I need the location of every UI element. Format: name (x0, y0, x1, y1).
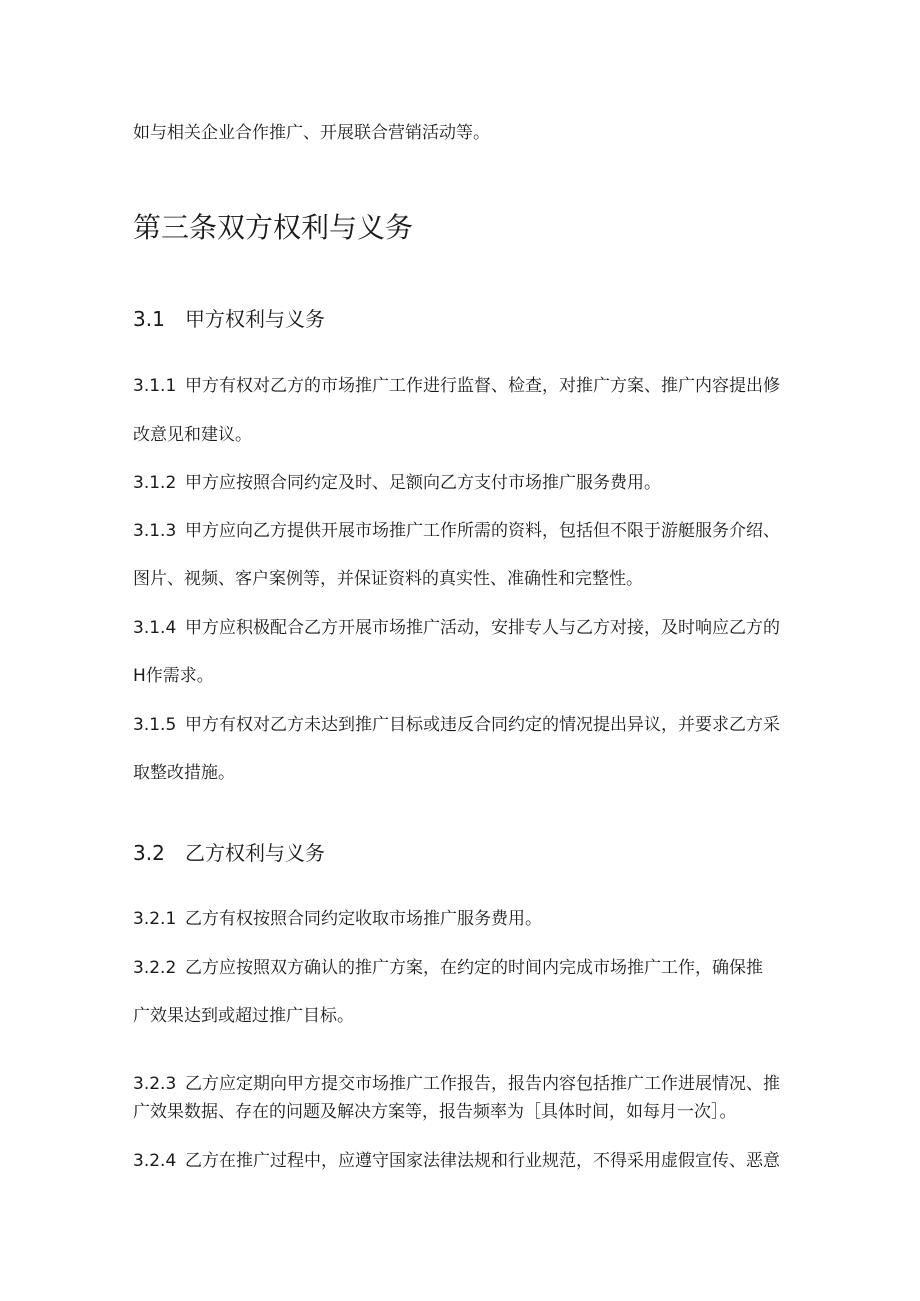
section-title: 乙方权利与义务 (185, 841, 325, 865)
section-title: 甲方权利与义务 (185, 307, 325, 331)
clause-number: 3.2.1 (133, 909, 177, 929)
clause-3-1-3-continuation: 图片、视频、客户案例等，并保证资料的真实性、准确性和完整性。 (133, 569, 643, 589)
clause-3-2-3 (133, 1073, 780, 1095)
clause-text: 乙方应定期向甲方提交市场推广工作报告，报告内容包括推广工作进展情况、推 (185, 1074, 780, 1094)
clause-text: 甲方应积极配合乙方开展市场推广活动，安排专人与乙方对接，及时响应乙方的 (185, 618, 780, 638)
clause-number: 3.1.1 (133, 376, 177, 396)
clause-text: 乙方有权按照合同约定收取市场推广服务费用。 (185, 909, 542, 929)
section-number: 3.1 (133, 307, 165, 331)
clause-number: 3.1.4 (133, 618, 177, 638)
clause-number: 3.2.4 (133, 1151, 177, 1171)
clause-text: 乙方应按照双方确认的推广方案，在约定的时间内完成市场推广工作，确保推 (185, 958, 763, 978)
clause-3-1-5 (133, 714, 780, 736)
clause-number: 3.1.5 (133, 715, 177, 735)
clause-3-1-3 (133, 520, 780, 542)
clause-text: 乙方在推广过程中，应遵守国家法律法规和行业规范，不得采用虚假宣传、恶意 (185, 1151, 780, 1171)
clause-3-1-5-continuation: 取整改措施。 (133, 763, 235, 783)
section-number: 3.2 (133, 841, 165, 865)
clause-3-2-3-continuation: 广效果数据、存在的问题及解决方案等，报告频率为［具体时间，如每月一次］。 (133, 1102, 737, 1122)
clause-text: 甲方应向乙方提供开展市场推广工作所需的资料，包括但不限于游艇服务介绍、 (185, 521, 780, 541)
clause-3-2-4 (133, 1150, 780, 1172)
section-3-1-heading (133, 306, 325, 332)
clause-text: 甲方有权对乙方未达到推广目标或违反合同约定的情况提出异议，并要求乙方采 (185, 715, 780, 735)
clause-3-2-2 (133, 957, 763, 979)
clause-number: 3.1.2 (133, 473, 177, 493)
clause-number: 3.2.3 (133, 1074, 177, 1094)
clause-3-1-4 (133, 617, 780, 639)
article-title: 第三条双方权利与义务 (133, 211, 414, 244)
clause-3-2-1 (133, 908, 542, 930)
clause-text: 甲方应按照合同约定及时、足额向乙方支付市场推广服务费用。 (185, 473, 661, 493)
section-3-2-heading (133, 840, 325, 866)
clause-3-2-2-continuation: 广效果达到或超过推广目标。 (133, 1006, 354, 1026)
clause-3-1-1-continuation: 改意见和建议。 (133, 425, 252, 445)
clause-number: 3.1.3 (133, 521, 177, 541)
clause-3-1-1 (133, 375, 780, 397)
clause-3-1-2 (133, 472, 661, 494)
clause-3-1-4-continuation: H作需求。 (133, 666, 214, 686)
clause-text: 甲方有权对乙方的市场推广工作进行监督、检查，对推广方案、推广内容提出修 (185, 376, 780, 396)
intro-line: 如与相关企业合作推广、开展联合营销活动等。 (133, 123, 490, 143)
clause-number: 3.2.2 (133, 958, 177, 978)
